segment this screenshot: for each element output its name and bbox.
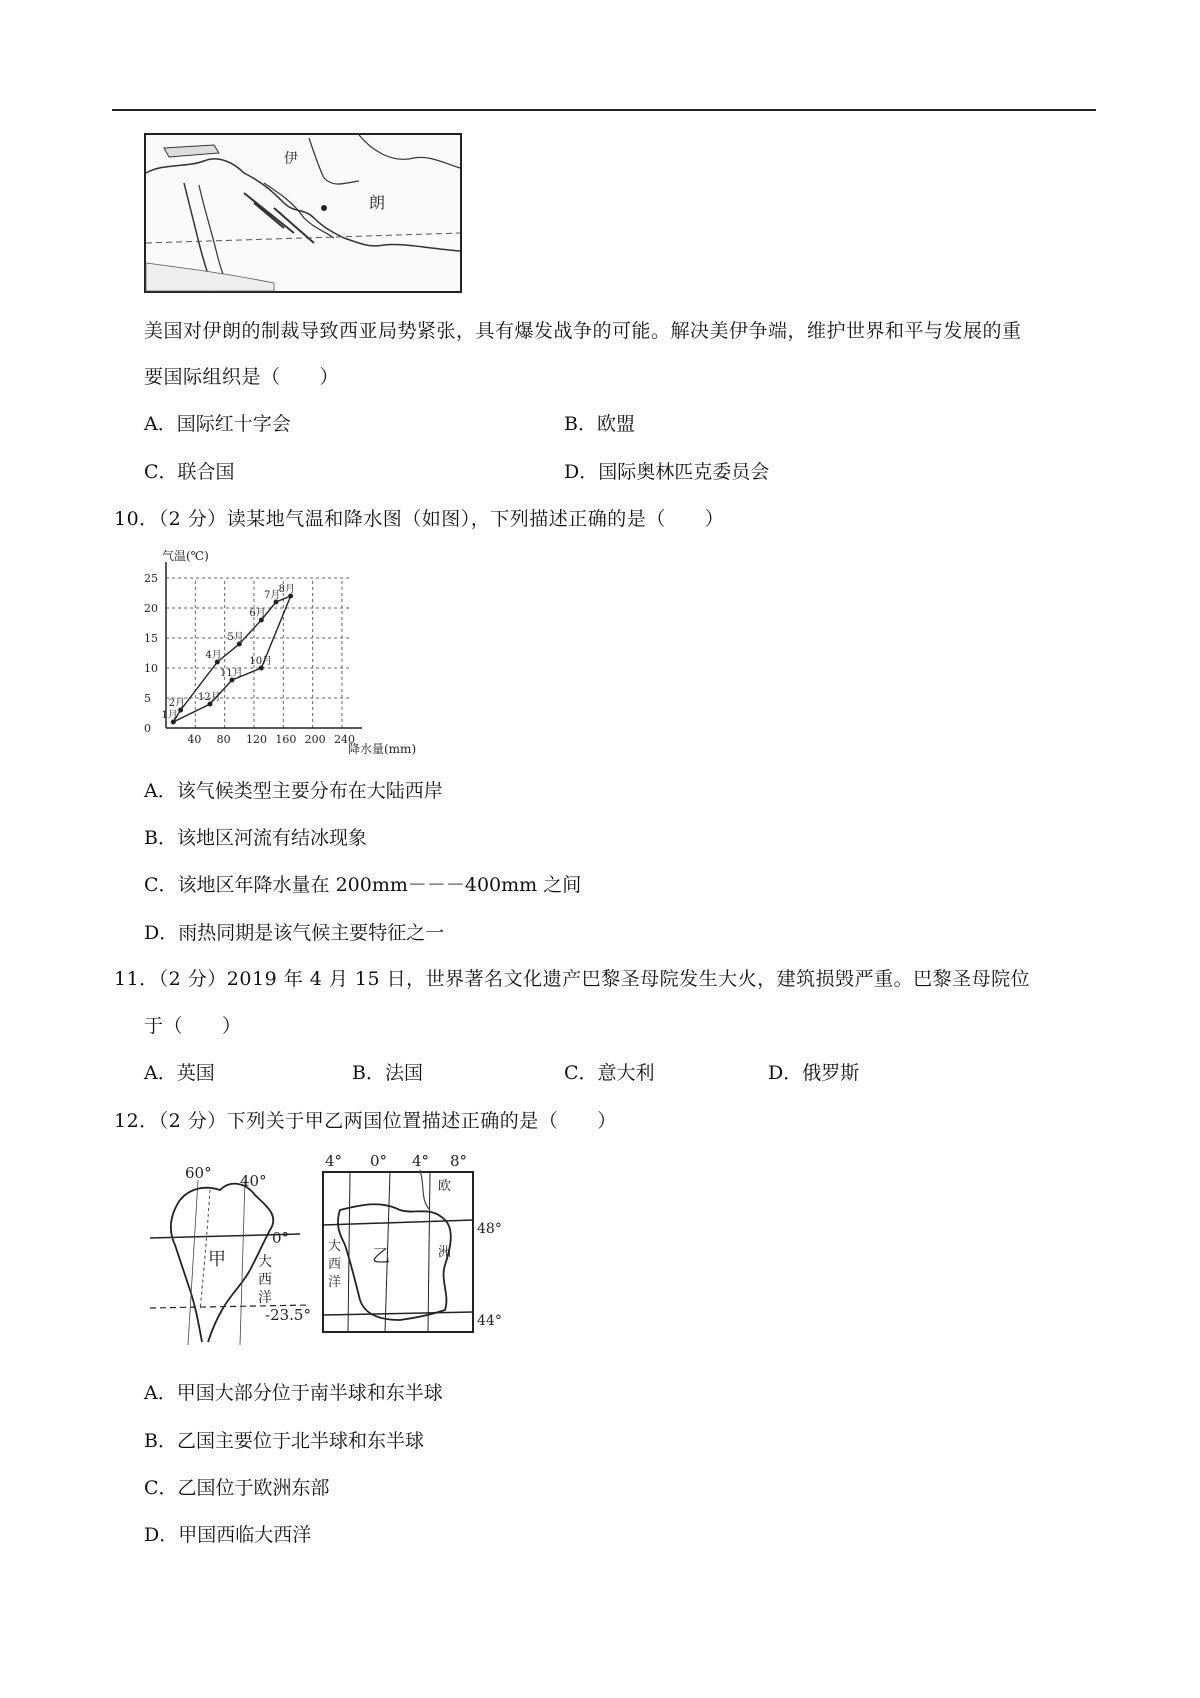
x-tick-label: 240 [334,733,355,746]
q9-stem-line1: 美国对伊朗的制裁导致西亚局势紧张，具有爆发战争的可能。解决美伊争端，维护世界和平与发展的重 [144,320,1022,342]
point-label: 2月 [168,698,186,709]
q10-option-c: C．该地区年降水量在 200mm－－－400mm 之间 [144,874,582,896]
label-jia: 甲 [208,1249,226,1270]
label-40: 40° [240,1172,267,1190]
q10-option-a: A．该气候类型主要分布在大陆西岸 [144,780,443,802]
header-rule [112,109,1096,111]
label-48: 48° [477,1221,502,1237]
q9-option-d: D．国际奥林匹克委员会 [564,461,770,483]
point-label: 4月 [205,650,222,661]
south-america-map [150,1160,320,1345]
q12-stem: 12．（2 分）下列关于甲乙两国位置描述正确的是（ ） [114,1110,617,1132]
y-tick-label: 20 [144,602,158,615]
point-label: 12月 [198,692,221,703]
point-label: 1月 [161,710,178,721]
x-tick-label: 200 [304,733,326,746]
q10-option-d: D．雨热同期是该气候主要特征之一 [144,922,445,944]
q12-option-b: B．乙国主要位于北半球和东半球 [144,1430,424,1452]
point-label: 6月 [249,608,266,619]
q11-option-c: C．意大利 [564,1062,655,1084]
map-label-lang: 朗 [369,193,386,212]
point-label: 8月 [278,584,296,595]
climate-chart [140,548,440,758]
chart-ylabel: 气温(℃) [162,549,209,563]
point-label: 5月 [227,632,244,643]
q11-option-a: A．英国 [144,1062,215,1084]
label-yang: 洋 [258,1290,272,1306]
q12-option-c: C．乙国位于欧洲东部 [144,1477,330,1499]
y-tick-label: 25 [144,572,158,585]
x-tick-label: 120 [246,733,267,746]
label-8e: 8° [450,1152,468,1170]
label-da: 大 [258,1254,272,1270]
map-label-yi: 伊 [284,151,298,167]
series-line-rising [173,596,290,722]
label-44: 44° [477,1313,502,1329]
q11-option-d: D．俄罗斯 [768,1062,860,1084]
x-tick-label: 80 [216,733,231,746]
q9-option-b: B．欧盟 [564,413,635,435]
q9-option-c: C．联合国 [144,461,235,483]
france-map [320,1150,510,1340]
point-label: 11月 [220,668,243,679]
label-da2: 大 [328,1239,342,1254]
series-line-falling [173,596,290,722]
q9-stem-line2: 要国际组织是（ ） [144,366,340,388]
x-tick-label: 160 [275,733,297,746]
west-asia-map [144,133,462,293]
q11-option-b: B．法国 [352,1062,423,1084]
y-tick-label: 10 [144,662,158,675]
label-yang2: 洋 [328,1275,342,1290]
label-xi2: 西 [328,1257,342,1272]
label-0: 0° [272,1229,290,1247]
q10-option-b: B．该地区河流有结冰现象 [144,827,367,849]
y-tick-label: 0 [144,722,151,735]
point-label: 10月 [249,656,273,667]
q11-stem-line1: 11．（2 分）2019 年 4 月 15 日，世界著名文化遗产巴黎圣母院发生大火，建筑损毁严重。巴黎圣母院位 [114,968,1031,990]
label-60: 60° [185,1164,212,1182]
label-ou: 欧 [438,1179,452,1194]
q12-option-a: A．甲国大部分位于南半球和东半球 [144,1382,443,1404]
y-tick-label: 5 [144,692,151,705]
q11-stem-line2: 于（ ） [144,1015,242,1037]
q12-option-d: D．甲国西临大西洋 [144,1524,312,1546]
label-yi2: 乙 [372,1246,390,1267]
q10-stem: 10．（2 分）读某地气温和降水图（如图），下列描述正确的是（ ） [114,508,725,530]
label-0deg: 0° [370,1152,388,1170]
q9-option-a: A．国际红十字会 [144,413,291,435]
label-xi: 西 [258,1272,272,1288]
x-tick-label: 40 [187,733,202,746]
chart-xlabel: 降水量(mm) [348,742,417,756]
label-zhou: 洲 [438,1245,452,1260]
label-4e: 4° [412,1152,430,1170]
point-label: 7月 [264,590,281,601]
label-4w: 4° [325,1152,343,1170]
y-tick-label: 15 [144,632,158,645]
label-23-5: -23.5° [265,1306,311,1324]
